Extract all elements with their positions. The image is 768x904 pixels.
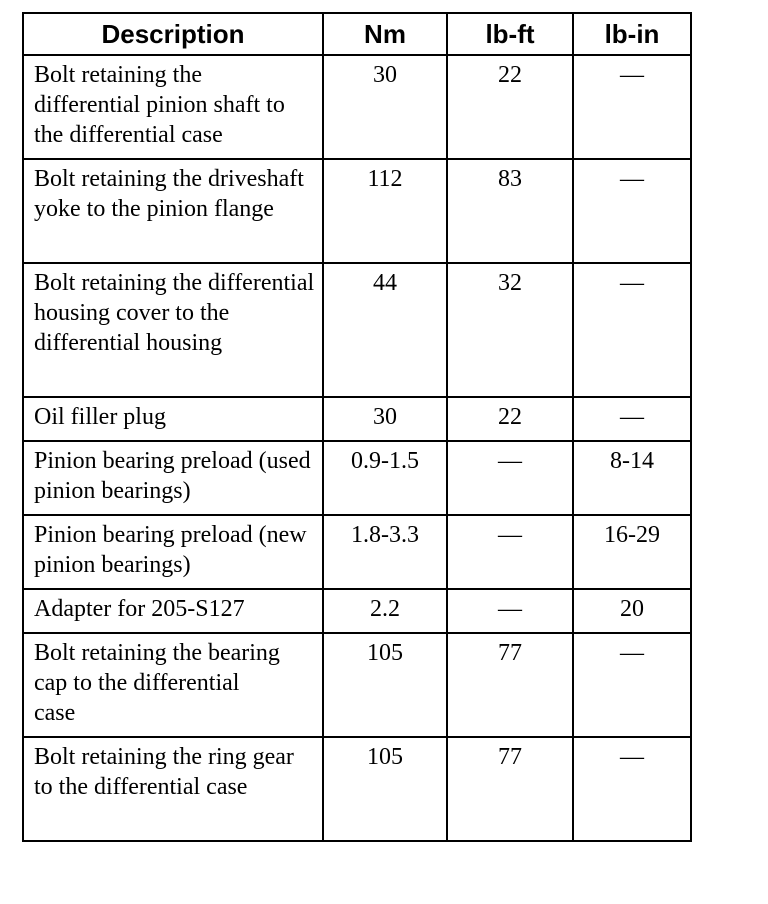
cell-nm: 1.8-3.3 xyxy=(323,515,447,589)
cell-description: Bolt retaining the driveshaft yoke to the pinion flange xyxy=(23,159,323,263)
cell-description: Pinion bearing preload (used pinion bearings) xyxy=(23,441,323,515)
cell-lbft: — xyxy=(447,589,573,633)
table-row xyxy=(23,159,691,263)
table-row xyxy=(23,397,691,441)
cell-lbft: 32 xyxy=(447,263,573,397)
table-row xyxy=(23,737,691,841)
cell-lbft: — xyxy=(447,441,573,515)
cell-nm: 30 xyxy=(323,397,447,441)
table-row xyxy=(23,589,691,633)
cell-description: Pinion bearing preload (new pinion bearings) xyxy=(23,515,323,589)
cell-lbin: 20 xyxy=(573,589,691,633)
cell-description: Bolt retaining the differential housing cover to the differential housing xyxy=(23,263,323,397)
cell-lbin: 8-14 xyxy=(573,441,691,515)
cell-lbin: — xyxy=(573,159,691,263)
cell-nm: 44 xyxy=(323,263,447,397)
cell-nm: 112 xyxy=(323,159,447,263)
header-lbin: lb-in xyxy=(573,13,691,55)
table-row xyxy=(23,633,691,737)
torque-specification-table xyxy=(22,12,692,842)
cell-lbin: — xyxy=(573,633,691,737)
cell-lbft: 22 xyxy=(447,55,573,159)
cell-lbft: 22 xyxy=(447,397,573,441)
cell-lbin: 16-29 xyxy=(573,515,691,589)
table-body xyxy=(23,55,691,841)
cell-lbft: 77 xyxy=(447,633,573,737)
cell-description: Bolt retaining the ring gear to the differential case xyxy=(23,737,323,841)
table-row xyxy=(23,441,691,515)
cell-description: Bolt retaining the bearing cap to the differential case xyxy=(23,633,323,737)
table-row xyxy=(23,55,691,159)
cell-lbin: — xyxy=(573,55,691,159)
header-description: Description xyxy=(23,13,323,55)
cell-nm: 105 xyxy=(323,737,447,841)
cell-lbft: 83 xyxy=(447,159,573,263)
cell-description: Oil filler plug xyxy=(23,397,323,441)
cell-nm: 0.9-1.5 xyxy=(323,441,447,515)
cell-description: Adapter for 205-S127 xyxy=(23,589,323,633)
cell-nm: 30 xyxy=(323,55,447,159)
table-row xyxy=(23,263,691,397)
header-lbft: lb-ft xyxy=(447,13,573,55)
cell-description: Bolt retaining the differential pinion shaft to the differential case xyxy=(23,55,323,159)
header-nm: Nm xyxy=(323,13,447,55)
cell-nm: 2.2 xyxy=(323,589,447,633)
header-row xyxy=(23,13,691,55)
cell-lbin: — xyxy=(573,397,691,441)
table-row xyxy=(23,515,691,589)
cell-lbin: — xyxy=(573,263,691,397)
table-header xyxy=(23,13,691,55)
cell-lbft: — xyxy=(447,515,573,589)
cell-nm: 105 xyxy=(323,633,447,737)
cell-lbft: 77 xyxy=(447,737,573,841)
cell-lbin: — xyxy=(573,737,691,841)
